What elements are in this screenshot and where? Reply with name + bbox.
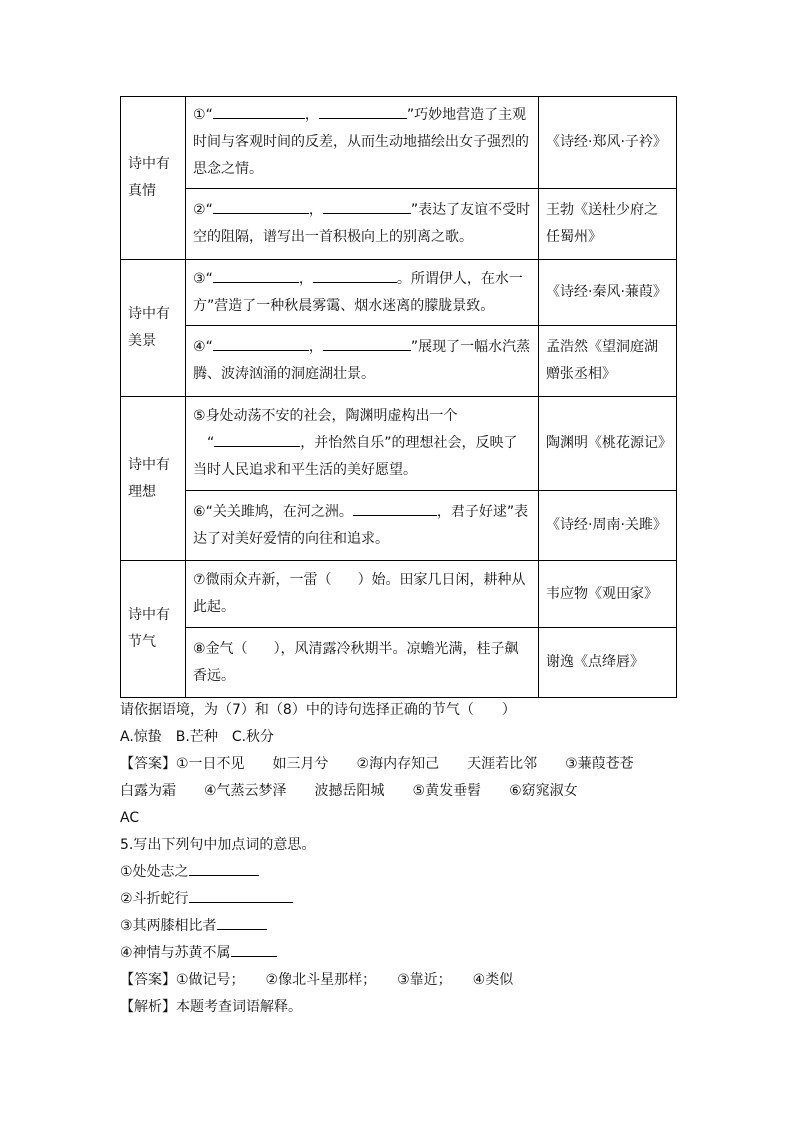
blank[interactable]: [217, 913, 267, 930]
source-cell: 陶渊明《桃花源记》: [539, 397, 677, 491]
answer-section: [120, 697, 690, 1021]
source-cell: 《诗经·秦风·蒹葭》: [539, 260, 677, 326]
source-cell: 谢逸《点绛唇》: [539, 628, 677, 698]
answer-ac: AC: [120, 810, 140, 826]
options-text: A.惊蛰 B.芒种 C.秋分: [120, 729, 275, 745]
category-cell: [121, 260, 186, 397]
content-cell: ⑦微雨众卉新，一雷（ ）始。田家几日闲，耕种从此起。: [186, 561, 539, 628]
blank[interactable]: [323, 334, 411, 351]
table-row: [121, 628, 677, 698]
content-cell: ③“ ， 。所谓伊人，在水一方”营造了一种秋晨雾霭、烟水迷离的朦胧景致。: [186, 260, 539, 326]
content-cell: ⑥“关关雎鸠，在河之洲。 ，君子好逑”表达了对美好爱情的向往和追求。: [186, 491, 539, 561]
question-item: ①处处志之: [120, 859, 690, 886]
content-cell: ⑤身处动荡不安的社会，陶渊明虚构出一个 “ ，并怡然自乐”的理想社会，反映了当时人民追求和平生活的美好愿望。: [186, 397, 539, 491]
table-row: [121, 189, 677, 260]
answer-line: 白露为霜 ④气蒸云梦泽 波撼岳阳城 ⑤黄发垂髫 ⑥窈窕淑女: [120, 783, 578, 799]
blank[interactable]: [213, 197, 309, 214]
content-cell: ②“ ， ”表达了友谊不受时空的阻隔，谱写出一首积极向上的别离之歌。: [186, 189, 539, 260]
table-row: [121, 326, 677, 397]
answer-line: 【答案】①一日不见 如三月兮 ②海内存知己 天涯若比邻 ③蒹葭苍苍: [120, 756, 634, 772]
table-row: [121, 561, 677, 628]
blank[interactable]: [214, 430, 300, 447]
blank[interactable]: [189, 886, 293, 903]
poem-table: [120, 96, 677, 698]
source-cell: 王勃《送杜少府之任蜀州》: [539, 189, 677, 260]
table-row: [121, 491, 677, 561]
question-item: ④神情与苏黄不属: [120, 940, 690, 967]
question-5: 5.写出下列句中加点词的意思。: [120, 837, 316, 853]
answer-5: 【答案】①做记号； ②像北斗星那样； ③靠近； ④类似: [120, 972, 514, 988]
category-cell: [121, 561, 186, 698]
source-cell: 孟浩然《望洞庭湖赠张丞相》: [539, 326, 677, 397]
category-label: 诗中有美景: [128, 306, 170, 349]
blank[interactable]: [231, 940, 277, 957]
blank[interactable]: [189, 859, 259, 876]
table-row: [121, 260, 677, 326]
source-cell: 韦应物《观田家》: [539, 561, 677, 628]
table-row: [121, 397, 677, 491]
source-cell: 《诗经·郑风·子衿》: [539, 97, 677, 189]
source-cell: 《诗经·周南·关雎》: [539, 491, 677, 561]
category-label: 诗中有节气: [128, 607, 170, 650]
category-label: 诗中有理想: [128, 456, 170, 500]
blank[interactable]: [313, 266, 397, 283]
content-cell: ④“ ， ”展现了一幅水汽蒸腾、波涛汹涌的洞庭湖壮景。: [186, 326, 539, 397]
category-label: 诗中有真情: [128, 156, 170, 199]
question-text: 请依据语境，为（7）和（8）中的诗句选择正确的节气（ ）: [120, 702, 516, 718]
category-cell: [121, 97, 186, 260]
content-cell: ①“ ， ”巧妙地营造了主观时间与客观时间的反差，从而生动地描绘出女子强烈的思念之情。: [186, 97, 539, 189]
content-cell: ⑧金气（ ），风清露冷秋期半。凉蟾光满，桂子飙香远。: [186, 628, 539, 698]
blank[interactable]: [323, 197, 411, 214]
question-item: ②斗折蛇行: [120, 886, 690, 913]
blank[interactable]: [213, 334, 309, 351]
blank[interactable]: [353, 499, 437, 516]
analysis-text: 【解析】本题考查词语解释。: [120, 999, 302, 1015]
blank[interactable]: [319, 102, 407, 119]
table-row: [121, 97, 677, 189]
question-item: ③其两膝相比者: [120, 913, 690, 940]
blank[interactable]: [213, 266, 299, 283]
blank[interactable]: [213, 102, 305, 119]
category-cell: [121, 397, 186, 561]
